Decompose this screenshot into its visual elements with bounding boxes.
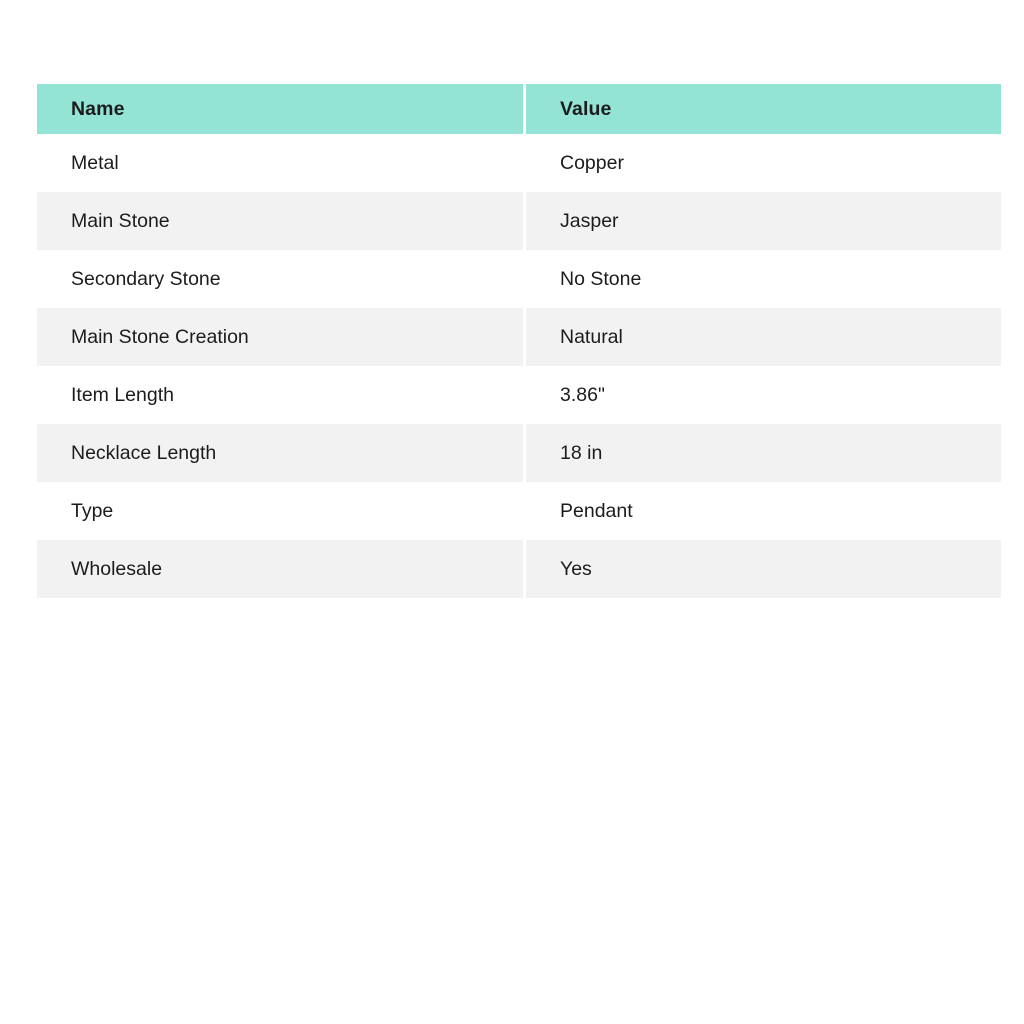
header-row: [37, 84, 1001, 134]
row-value: 3.86": [526, 366, 1001, 424]
column-header-value: Value: [526, 84, 1001, 134]
table-row: [37, 424, 1001, 482]
column-header-name: Name: [37, 84, 526, 134]
table-row: [37, 250, 1001, 308]
row-value: Copper: [526, 134, 1001, 192]
table-row: [37, 540, 1001, 598]
table-row: [37, 308, 1001, 366]
row-name: Type: [37, 482, 526, 540]
product-specs-table: [37, 84, 1001, 598]
table-row: [37, 134, 1001, 192]
row-value: Pendant: [526, 482, 1001, 540]
table-body: [37, 134, 1001, 598]
table-row: [37, 366, 1001, 424]
row-value: Yes: [526, 540, 1001, 598]
row-name: Necklace Length: [37, 424, 526, 482]
row-name: Main Stone Creation: [37, 308, 526, 366]
table-row: [37, 192, 1001, 250]
row-name: Secondary Stone: [37, 250, 526, 308]
row-name: Main Stone: [37, 192, 526, 250]
row-value: Jasper: [526, 192, 1001, 250]
row-name: Wholesale: [37, 540, 526, 598]
row-name: Item Length: [37, 366, 526, 424]
row-name: Metal: [37, 134, 526, 192]
row-value: Natural: [526, 308, 1001, 366]
row-value: 18 in: [526, 424, 1001, 482]
table-row: [37, 482, 1001, 540]
row-value: No Stone: [526, 250, 1001, 308]
table-header: [37, 84, 1001, 134]
